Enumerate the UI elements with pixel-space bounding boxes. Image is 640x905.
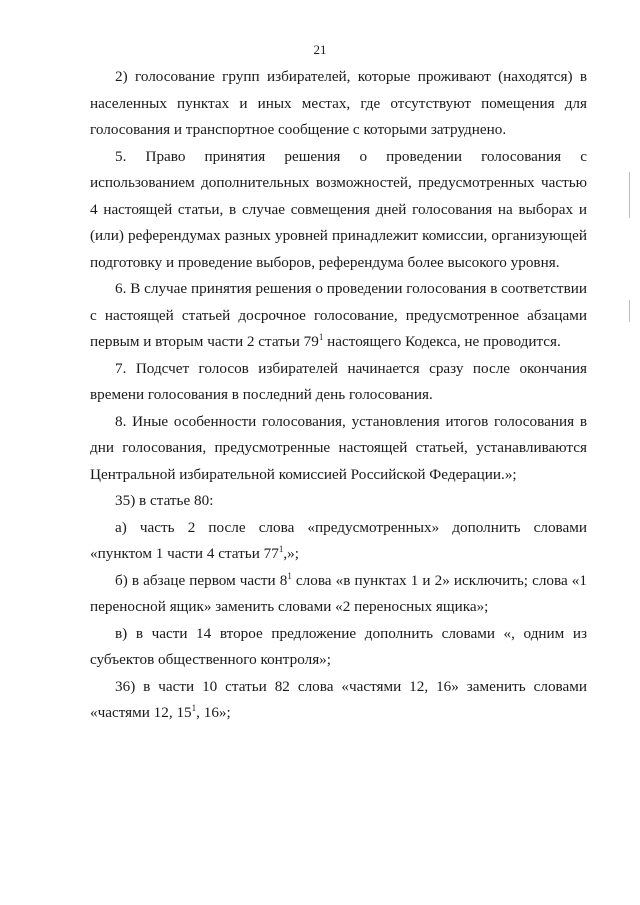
paragraph (90, 568, 587, 621)
paragraph-text: , 16»; (196, 704, 231, 721)
paragraph (90, 276, 587, 356)
scan-edge-mark (629, 300, 630, 322)
document-body (90, 64, 587, 727)
paragraph-text: 7. Подсчет голосов избирателей начинается сразу после окончания времени голосования в последний день голосования. (90, 359, 587, 403)
paragraph (90, 674, 587, 727)
paragraph-text: 2) голосование групп избирателей, которые проживают (находятся) в населенных пунктах и иных местах, где отсутствуют помещения для голосования и транспортное сообщение с которыми затруднено. (90, 68, 587, 138)
paragraph-text: б) в абзаце первом части 8 (115, 571, 288, 589)
paragraph-text: 8. Иные особенности голосования, установления итогов голосования в дни голосования, предусмотренные настоящей статьей, устанавливаются Центральной избирательной комиссией Российской Федерации.»; (90, 412, 587, 483)
superscript-index: 1 (191, 703, 197, 713)
paragraph-text: слова «в пунктах 1 и 2» исключить; слова «1 переносной ящик» заменить словами «2 переносных ящика»; (90, 571, 587, 615)
paragraph-text: настоящего Кодекса, не проводится. (323, 333, 561, 350)
paragraph (90, 488, 587, 515)
paragraph (90, 621, 587, 674)
paragraph-text: а) часть 2 после слова «предусмотренных» дополнить словами «пунктом 1 части 4 статьи 77 (90, 518, 587, 562)
paragraph-text: 5. Право принятия решения о проведении голосования с использованием дополнительных возможностей, предусмотренных частью 4 настоящей статьи, в случае совмещения дней голосования на выборах и (или) референдумах разных уровней принадлежит комиссии, организующей подготовку и проведение выборов, референдума более высокого уровня. (90, 147, 587, 271)
scan-edge-mark (629, 172, 630, 218)
superscript-index: 1 (318, 332, 324, 342)
paragraph (90, 515, 587, 568)
paragraph (90, 64, 587, 144)
paragraph (90, 144, 587, 277)
superscript-index: 1 (287, 570, 292, 581)
superscript-index: 1 (278, 544, 284, 554)
paragraph-text: 35) в статье 80: (115, 492, 214, 509)
page-number: 21 (313, 42, 327, 57)
paragraph-text: 36) в части 10 статьи 82 слова «частями 12, 16» заменить словами «частями 12, 15 (90, 677, 587, 721)
paragraph (90, 356, 587, 409)
paragraph-text: ,»; (283, 545, 299, 562)
paragraph-text: 6. В случае принятия решения о проведении голосования в соответствии с настоящей статьей досрочное голосование, предусмотренное абзацами первым и вторым части 2 статьи 79 (90, 280, 587, 350)
paragraph (90, 409, 587, 489)
paragraph-text: в) в части 14 второе предложение дополнить словами «, одним из субъектов общественного контроля»; (90, 624, 587, 668)
